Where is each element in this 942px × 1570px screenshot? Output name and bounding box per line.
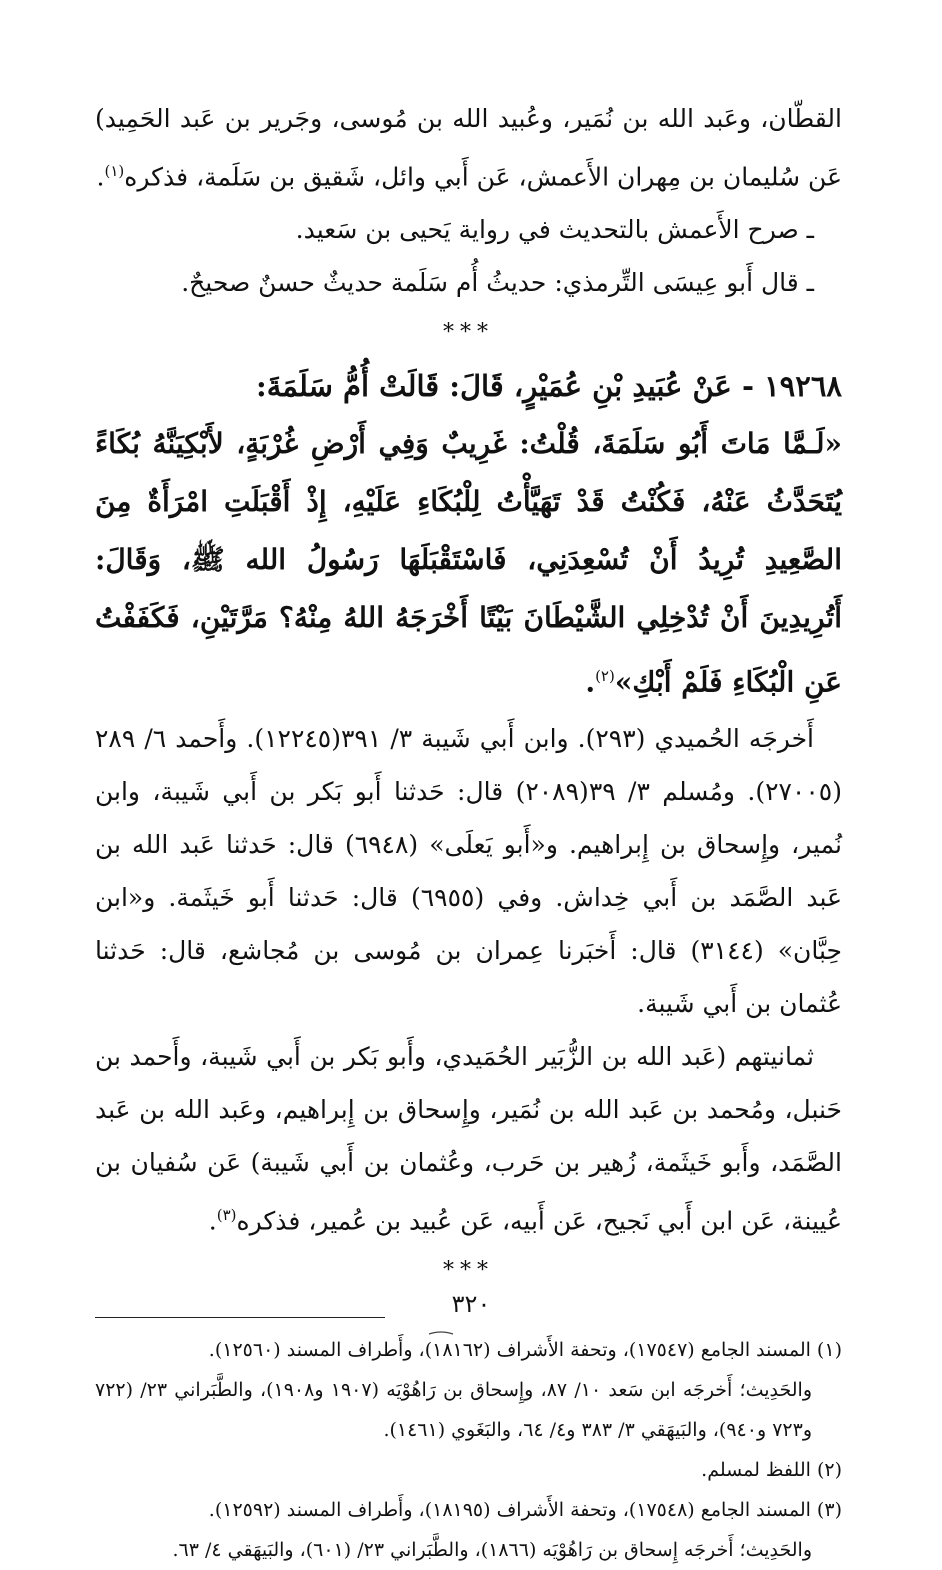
footnote-1-detail: والحَدِيث؛ أَخرجَه ابن سَعد ١٠/ ٨٧، وإِسحاق بن رَاهُوْيَه (١٩٠٧ و١٩٠٨)، والطَّبَراني ٢٣/ (٧٢٢ و٧٢٣ و٩٤٠)، والبَيهَقي ٣/ ٣٨٣ و٤/ ٦٤، والبَغَوي (١٤٦١). — [95, 1378, 813, 1441]
hadith-matn-text: «لَـمَّا مَاتَ أَبُو سَلَمَةَ، قُلْتُ: غَرِيبٌ وَفِي أَرْضِ غُرْبَةٍ، لأَبْكِيَنَّهُ بُكَاءً يُتَحَدَّثُ عَنْهُ، فَكُنْتُ قَدْ تَهَيَّأْتُ لِلْبُكَاءِ عَلَيْهِ، إِذْ أَقْبَلَتِ امْرَأَةٌ مِنَ الصَّعِيدِ تُرِيدُ أَنْ تُسْعِدَنِي، فَاسْتَقْبَلَهَا رَسُولُ الله ﷺ، وَقَالَ: أَتُرِيدِينَ أَنْ تُدْخِلِي الشَّيْطَانَ بَيْتًا أَخْرَجَهُ اللهُ مِنْهُ؟ مَرَّتَيْنِ، فَكَفَفْتُ عَنِ الْبُكَاءِ فَلَمْ أَبْكِ» — [95, 427, 842, 699]
note-tahdith: ـ صرح الأَعمش بالتحديث في رواية يَحيى بن سَعيد. — [295, 215, 814, 245]
page-number-ornament — [428, 1330, 454, 1336]
hadith-intro: عَنْ عُبَيدِ بْنِ عُمَيْرٍ، قَالَ: قَالَتْ أُمُّ سَلَمَةَ: — [256, 369, 732, 404]
page-body — [95, 92, 842, 1570]
chain-paragraph: ثمانيتهم (عَبد الله بن الزُّبَير الحُمَيدي، وأَبو بَكر بن أَبي شَيبة، وأَحمد بن حَنبل، ومُحمد بن عَبد الله بن نُمَير، وإِسحاق بن إِبراهيم، وعَبد الله بن عَبد الصَّمَد، وأَبو خَيثَمة، زُهير بن حَرب، وعُثمان بن أَبي شَيبة) عَن سُفيان بن عُيينة، عَن ابن أَبي نَجيح، عَن أَبيه، عَن عُبيد بن عُمير، فذكره$^{(٣)}$. — [95, 1041, 842, 1235]
footnote-2: (٢) اللفظ لمسلم. — [701, 1458, 842, 1481]
footnote-3: (٣) المسند الجامع (١٧٥٤٨)، وتحفة الأَشراف (١٨١٩٥)، وأَطراف المسند (١٢٥٩٢). — [208, 1498, 842, 1521]
footnote-1: (١) المسند الجامع (١٧٥٤٧)، وتحفة الأَشراف (١٨١٦٢)، وأَطراف المسند (١٢٥٦٠). — [208, 1338, 842, 1361]
footnotes — [95, 1330, 842, 1570]
footnote-3-detail: والحَدِيث؛ أَخرجَه إِسحاق بن رَاهُوْيَه (١٨٦٦)، والطَّبَراني ٢٣/ (٦٠١)، والبَيهَقي ٤/ ٦٣. — [172, 1538, 812, 1561]
takhrij-paragraph: أَخرجَه الحُميدي (٢٩٣). وابن أَبي شَيبة ٣/ ٣٩١(١٢٢٤٥). وأَحمد ٦/ ٢٨٩ (٢٧٠٠٥). ومُسلم ٣/ ٣٩(٢٠٨٩) قال: حَدثنا أَبو بَكر بن أَبي شَيبة، وابن نُمير، وإِسحاق بن إِبراهيم. و«أَبو يَعلَى» (٦٩٤٨) قال: حَدثنا عَبد الله بن عَبد الصَّمَد بن أَبي خِداش. وفي (٦٩٥٥) قال: حَدثنا أَبو خَيثَمة. و«ابن حِبَّان» (٣١٤٤) قال: أَخبَرنا عِمران بن مُوسى بن مُجاشع، قال: حَدثنا عُثمان بن أَبي شَيبة. — [95, 723, 842, 1018]
footnote-ref-3[interactable]: (٣) — [216, 1205, 237, 1224]
footnote-ref-1[interactable]: (١) — [104, 162, 125, 180]
isnad-continuation: القطّان، وعَبد الله بن نُمَير، وعُبيد الله بن مُوسى، وجَرير بن عَبد الحَمِيد) عَن سُليمان بن مِهران الأَعمش، عَن أَبي وائل، شَقيق بن سَلَمة، فذكره$^{(١)}$. — [95, 104, 842, 192]
footnote-ref-2[interactable]: (٢) — [595, 667, 615, 686]
hadith-number: ١٩٢٦٨ - — [741, 369, 842, 404]
section-separator: *** — [443, 1257, 494, 1283]
section-separator: *** — [443, 320, 494, 346]
chain-text: ثمانيتهم (عَبد الله بن الزُّبَير الحُمَيدي، وأَبو بَكر بن أَبي شَيبة، وأَحمد بن حَنبل، ومُحمد بن عَبد الله بن نُمَير، وإِسحاق بن إِبراهيم، وعَبد الله بن عَبد الصَّمَد، وأَبو خَيثَمة، زُهير بن حَرب، وعُثمان بن أَبي شَيبة) عَن سُفيان بن عُيينة، عَن ابن أَبي نَجيح، عَن أَبيه، عَن عُبيد بن عُمير، فذكره — [95, 1041, 842, 1235]
hadith-heading — [95, 357, 842, 415]
page-number: ٣٢٠ — [451, 1290, 491, 1318]
hadith-matn: «لَـمَّا مَاتَ أَبُو سَلَمَةَ، قُلْتُ: غَرِيبٌ وَفِي أَرْضِ غُرْبَةٍ، لأَبْكِيَنَّهُ بُكَاءً يُتَحَدَّثُ عَنْهُ، فَكُنْتُ قَدْ تَهَيَّأْتُ لِلْبُكَاءِ عَلَيْهِ، إِذْ أَقْبَلَتِ امْرَأَةٌ مِنَ الصَّعِيدِ تُرِيدُ أَنْ تُسْعِدَنِي، فَاسْتَقْبَلَهَا رَسُولُ الله ﷺ، وَقَالَ: أَتُرِيدِينَ أَنْ تُدْخِلِي الشَّيْطَانَ بَيْتًا أَخْرَجَهُ اللهُ مِنْهُ؟ مَرَّتَيْنِ، فَكَفَفْتُ عَنِ الْبُكَاءِ فَلَمْ أَبْكِ»$^{(٢)}$. — [95, 427, 842, 699]
note-tirmidhi: ـ قال أَبو عِيسَى التِّرمذي: حديثُ أُم سَلَمة حديثٌ حسنٌ صحيحٌ. — [181, 268, 814, 298]
isnad-text: القطّان، وعَبد الله بن نُمَير، وعُبيد الله بن مُوسى، وجَرير بن عَبد الحَمِيد) عَن سُليمان بن مِهران الأَعمش، عَن أَبي وائل، شَقيق بن سَلَمة، فذكره — [95, 104, 842, 192]
